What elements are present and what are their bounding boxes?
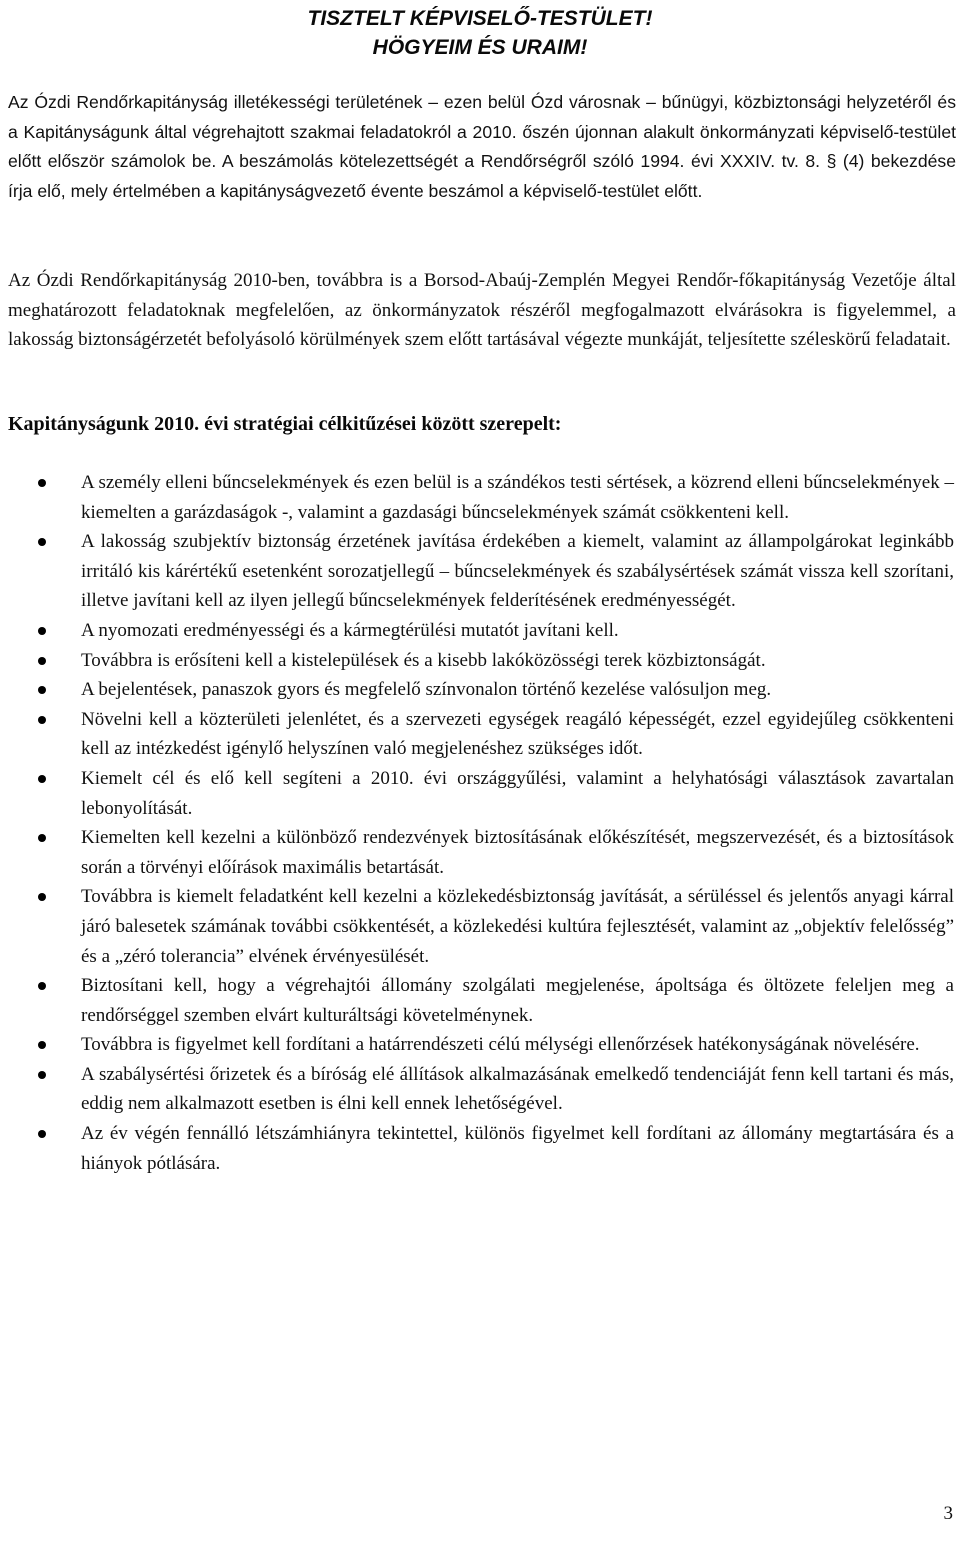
goal-text: Kiemelt cél és elő kell segíteni a 2010. évi országgyűlési, valamint a helyhatósági választások zavartalan lebonyolítását. xyxy=(81,767,954,819)
goal-text: A bejelentések, panaszok gyors és megfelelő színvonalon történő kezelése valósuljon meg. xyxy=(81,679,772,701)
salutation-line-2: HÖGYEIM ÉS URAIM! xyxy=(372,36,588,59)
bullet-icon xyxy=(38,686,46,694)
goal-text: Az év végén fennálló létszámhiányra tekintettel, különös figyelmet kell fordítani az állomány megtartására és a hiányok pótlására. xyxy=(81,1123,954,1174)
goal-item xyxy=(0,882,960,971)
work-summary-paragraph: Az Ózdi Rendőrkapitányság 2010-ben, továbbra is a Borsod-Abaúj-Zemplén Megyei Rendőr-főkapitányság Vezetője által meghatározott feladatoknak megfelelően, az önkormányzatok részéről megfogalmazott elvárásokra is figyelemmel, a lakosság biztonságérzetét befolyásoló körülmények szem előtt tartásával végezte munkáját, teljesítette széleskörű feladatait. xyxy=(8,270,956,351)
bullet-icon xyxy=(38,893,46,901)
salutation-line-1: TISZTELT KÉPVISELŐ-TESTÜLET! xyxy=(307,7,653,30)
goal-item xyxy=(0,823,960,882)
bullet-icon xyxy=(38,1041,46,1049)
goal-item xyxy=(0,675,960,705)
goal-text: Kiemelten kell kezelni a különböző rendezvények biztosításának előkészítését, megszervezését, és a biztosítások során a törvényi előírások maximális betartását. xyxy=(81,827,954,878)
strategy-heading: Kapitányságunk 2010. évi stratégiai célkitűzései között szerepelt: xyxy=(8,413,562,435)
goal-item xyxy=(0,1119,960,1178)
bullet-icon xyxy=(38,479,46,487)
goal-item xyxy=(0,527,960,616)
goal-item xyxy=(0,1030,960,1060)
goal-item xyxy=(0,616,960,646)
bullet-icon xyxy=(38,775,46,783)
goal-item xyxy=(0,646,960,676)
bullet-icon xyxy=(38,1071,46,1079)
goal-item xyxy=(0,705,960,764)
bullet-icon xyxy=(38,627,46,635)
goal-text: Biztosítani kell, hogy a végrehajtói állomány szolgálati megjelenése, ápoltsága és öltözete feleljen meg a rendőrséggel szemben elvárt kulturáltsági követelménynek. xyxy=(81,975,954,1026)
bullet-icon xyxy=(38,1130,46,1138)
goal-item xyxy=(0,764,960,823)
goal-text: Továbbra is figyelmet kell fordítani a határrendészeti célú mélységi ellenőrzések hatékonyságának növelésére. xyxy=(81,1034,920,1056)
bullet-icon xyxy=(38,834,46,842)
goal-text: A szabálysértési őrizetek és a bíróság elé állítások alkalmazásának emelkedő tendenciáját fenn kell tartani és más, eddig nem alkalmazott esetben is élni kell ennek lehetőségével. xyxy=(81,1063,954,1115)
goal-item xyxy=(0,1060,960,1119)
goal-item xyxy=(0,468,960,527)
bullet-icon xyxy=(38,538,46,546)
goal-text: A nyomozati eredményességi és a kármegtérülési mutatót javítani kell. xyxy=(81,619,619,641)
bullet-icon xyxy=(38,982,46,990)
goal-text: A személy elleni bűncselekmények és ezen belül is a szándékos testi sértések, a közrend elleni bűncselekmények – kiemelten a garázdaságok -, valamint a gazdasági bűncselekmények számát csökkenteni kell. xyxy=(81,472,954,523)
goal-text: Növelni kell a közterületi jelenlétet, és a szervezeti egységek reagáló képességét, ezzel egyidejűleg csökkenteni kell az intézkedést igénylő helyszínen való megjelenéshez szükséges időt. xyxy=(81,708,954,760)
goal-text: Továbbra is erősíteni kell a kistelepülések és a kisebb lakóközösségi terek közbiztonságát. xyxy=(81,649,766,671)
bullet-icon xyxy=(38,716,46,724)
goal-item xyxy=(0,971,960,1030)
strategic-goals-list xyxy=(0,468,960,1178)
intro-paragraph: Az Ózdi Rendőrkapitányság illetékességi területének – ezen belül Ózd városnak – bűnügyi, közbiztonsági helyzetéről és a Kapitányságunk által végrehajtott szakmai feladatokról a 2010. őszén újonnan alakult önkormányzati képviselő-testület előtt először számolok be. A beszámolás kötelezettségét a Rendőrségről szóló 1994. évi XXXIV. tv. 8. § (4) bekezdése írja elő, mely értelmében a kapitányságvezető évente beszámol a képviselő-testület előtt. xyxy=(8,92,956,201)
goal-text: Továbbra is kiemelt feladatként kell kezelni a közlekedésbiztonság javítását, a sérüléssel és jelentős anyagi kárral járó balesetek számának további csökkentését, a közlekedési kultúra fejlesztését, valamint az „objektív felelősség” és a „zéró tolerancia” elvének érvényesülését. xyxy=(81,886,954,967)
salutation-header xyxy=(0,4,960,62)
page-number: 3 xyxy=(943,1503,953,1524)
bullet-icon xyxy=(38,657,46,665)
goal-text: A lakosság szubjektív biztonság érzetének javítása érdekében a kiemelt, valamint az állampolgárokat leginkább irritáló kis kárértékű esetenként sorozatjellegű – bűncselekmények és szabálysértések számát vissza kell szorítani, illetve javítani kell az ilyen jellegű bűncselekmények felderítésének eredményességét. xyxy=(81,531,954,612)
